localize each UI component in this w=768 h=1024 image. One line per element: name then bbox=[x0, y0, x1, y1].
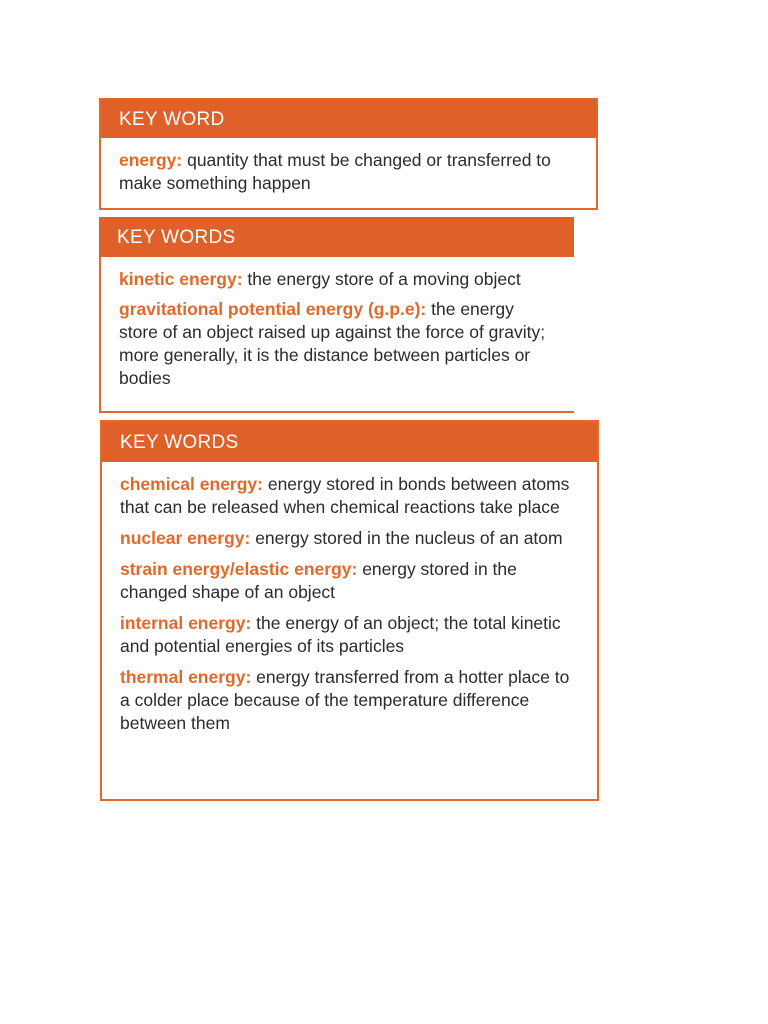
box-header: KEY WORDS bbox=[99, 217, 574, 257]
box-body bbox=[101, 138, 596, 195]
box-header: KEY WORDS bbox=[102, 422, 597, 462]
definition: the energy store of an object raised up against the force of gravity; more generally, it is the distance between particles or bodies bbox=[119, 299, 546, 388]
definition: energy stored in bonds between atoms that can be released when chemical reactions take place bbox=[120, 474, 570, 517]
term: internal energy: bbox=[120, 613, 252, 633]
term: nuclear energy: bbox=[120, 528, 251, 548]
definition: quantity that must be changed or transferred to make something happen bbox=[119, 150, 551, 193]
term: chemical energy: bbox=[120, 474, 263, 494]
term: gravitational potential energy (g.p.e): bbox=[119, 299, 427, 319]
box-header: KEY WORD bbox=[101, 100, 596, 138]
definition-entry bbox=[120, 612, 579, 658]
term: thermal energy: bbox=[120, 667, 252, 687]
definition-entry bbox=[120, 527, 579, 550]
term: strain energy/elastic energy: bbox=[120, 559, 358, 579]
definition: energy stored in the nucleus of an atom bbox=[250, 528, 563, 548]
definition-entry bbox=[119, 149, 578, 195]
key-words-box-kinetic-gpe bbox=[99, 217, 574, 413]
term: kinetic energy: bbox=[119, 269, 243, 289]
definition-entry bbox=[120, 473, 579, 519]
box-body bbox=[101, 257, 574, 390]
definition-entry bbox=[120, 666, 579, 735]
definition: energy transferred from a hotter place to a colder place because of the temperature difference between them bbox=[120, 667, 570, 733]
definition-entry bbox=[120, 558, 579, 604]
definition-entry bbox=[119, 268, 556, 291]
key-words-box-energy-stores bbox=[100, 420, 599, 801]
definition: energy stored in the changed shape of an object bbox=[120, 559, 517, 602]
definition-entry bbox=[119, 298, 556, 390]
definition: the energy of an object; the total kinetic and potential energies of its particles bbox=[120, 613, 561, 656]
term: energy: bbox=[119, 150, 183, 170]
box-body bbox=[102, 462, 597, 735]
key-word-box-energy bbox=[99, 98, 598, 210]
definition: the energy store of a moving object bbox=[242, 269, 521, 289]
